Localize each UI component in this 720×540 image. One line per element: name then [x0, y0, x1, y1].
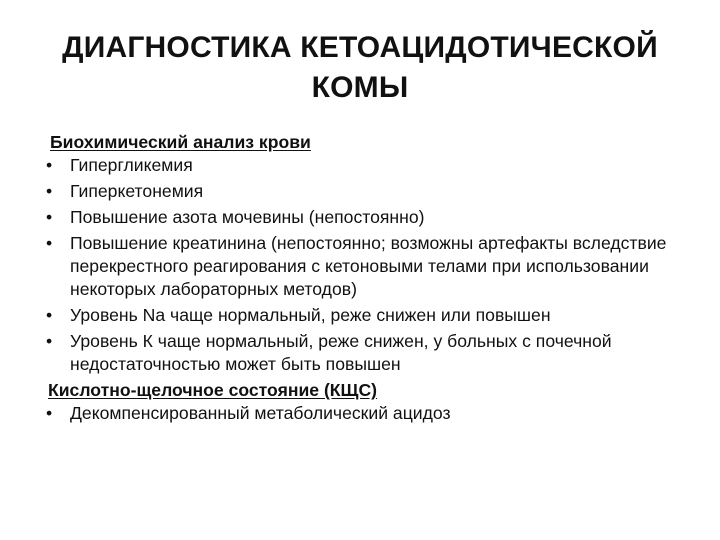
- bullet-icon: •: [46, 403, 53, 423]
- list-item: [44, 232, 684, 301]
- list-item-text: Уровень Na чаще нормальный, реже снижен или повышен: [70, 305, 551, 325]
- bullet-icon: •: [46, 155, 53, 175]
- list-item-text: Гиперкетонемия: [70, 181, 204, 201]
- list-item-text: Повышение азота мочевины (непостоянно): [70, 207, 425, 227]
- bullet-icon: •: [46, 207, 53, 227]
- bullet-icon: •: [46, 305, 53, 325]
- section-heading-blood-biochemistry: Биохимический анализ крови: [50, 132, 311, 152]
- list-item: [44, 180, 684, 203]
- bullet-icon: •: [46, 181, 53, 201]
- list-item-text: Повышение креатинина (непостоянно; возможны артефакты вследствие перекрестного реагирования с кетоновыми телами при использовании некоторых лабораторных методов): [70, 233, 667, 299]
- slide-title-line-1: ДИАГНОСТИКА КЕТОАЦИДОТИЧЕСКОЙ: [62, 31, 658, 64]
- list-item: [44, 154, 684, 177]
- bullet-list-acid-base: [44, 402, 684, 425]
- slide-title: [30, 28, 690, 108]
- bullet-list-blood-biochemistry: [44, 154, 684, 376]
- list-item: [44, 402, 684, 425]
- bullet-icon: •: [46, 233, 53, 253]
- list-item-text: Декомпенсированный метаболический ацидоз: [70, 403, 451, 423]
- bullet-icon: •: [46, 331, 53, 351]
- list-item: [44, 330, 684, 376]
- section-heading-acid-base: Кислотно-щелочное состояние (КЩС): [48, 380, 378, 400]
- list-item-text: Уровень К чаще нормальный, реже снижен, у больных с почечной недостаточностью может быть повышен: [70, 331, 612, 374]
- list-item: [44, 304, 684, 327]
- slide-title-line-2: КОМЫ: [311, 71, 409, 104]
- list-item-text: Гипергликемия: [70, 155, 193, 175]
- list-item: [44, 206, 684, 229]
- slide-content: [44, 131, 684, 428]
